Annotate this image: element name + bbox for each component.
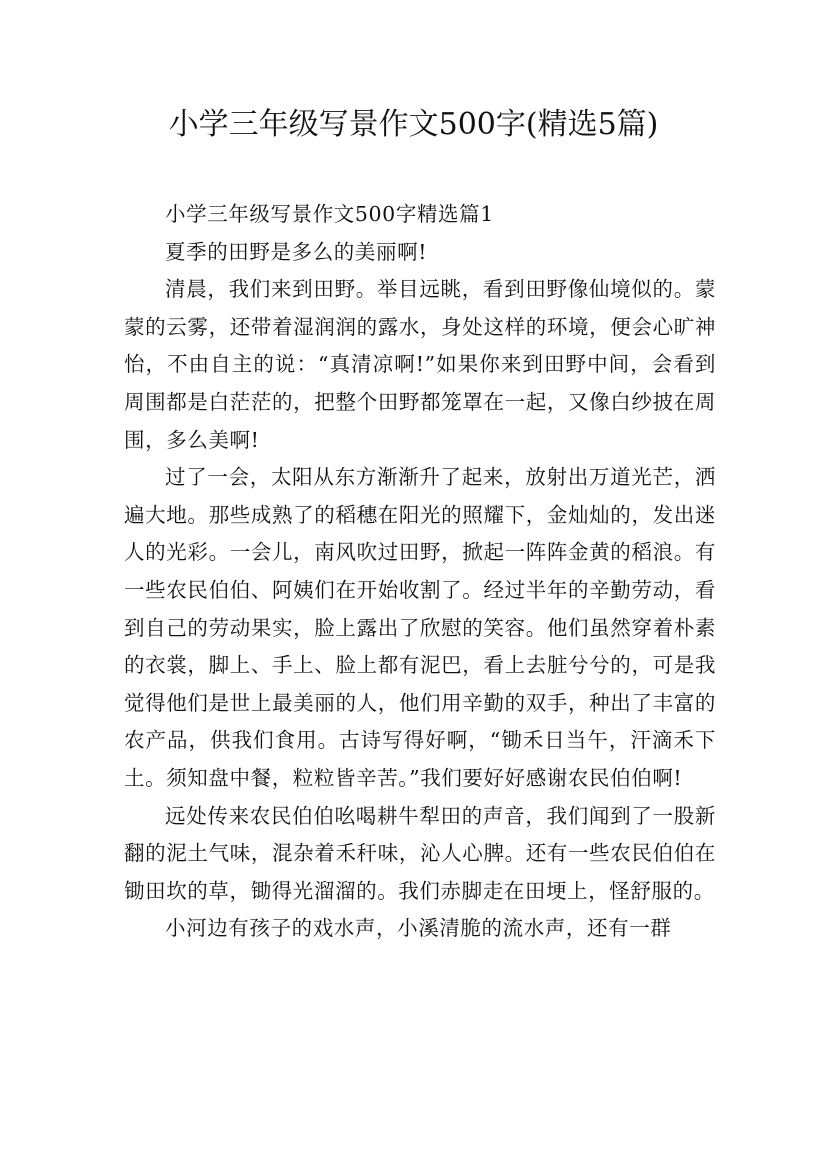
paragraph: 远处传来农民伯伯吆喝耕牛犁田的声音，我们闻到了一股新翻的泥土气味，混杂着禾秆味，沁人心脾。还有一些农民伯伯在锄田坎的草，锄得光溜溜的。我们赤脚走在田埂上，怪舒服的。 [124, 803, 716, 903]
paragraph: 小河边有孩子的戏水声，小溪清脆的流水声，还有一群 [165, 916, 672, 941]
document-title: 小学三年级写景作文500字(精选5篇) [168, 107, 659, 142]
paragraph: 清晨，我们来到田野。举目远眺，看到田野像仙境似的。蒙蒙的云雾，还带着湿润润的露水，身处这样的环境，便会心旷神怡，不由自主的说：“真清凉啊!”如果你来到田野中间，会看到周围都是白茫茫的，把整个田野都笼罩在一起，又像白纱披在周围，多么美啊! [124, 277, 716, 452]
paragraph: 过了一会，太阳从东方渐渐升了起来，放射出万道光芒，洒遍大地。那些成熟了的稻穗在阳光的照耀下，金灿灿的，发出迷人的光彩。一会儿，南风吹过田野，掀起一阵阵金黄的稻浪。有一些农民伯伯、阿姨们在开始收割了。经过半年的辛勤劳动，看到自己的劳动果实，脸上露出了欣慰的笑容。他们虽然穿着朴素的衣裳，脚上、手上、脸上都有泥巴，看上去脏兮兮的，可是我觉得他们是世上最美丽的人，他们用辛勤的双手，种出了丰富的农产品，供我们食用。古诗写得好啊，“锄禾日当午，汗滴禾下土。须知盘中餐，粒粒皆辛苦。”我们要好好感谢农民伯伯啊! [124, 465, 716, 790]
section-heading: 小学三年级写景作文500字精选篇1 [165, 202, 494, 226]
document-body [124, 196, 716, 948]
paragraph: 夏季的田野是多么的美丽啊! [165, 239, 428, 264]
